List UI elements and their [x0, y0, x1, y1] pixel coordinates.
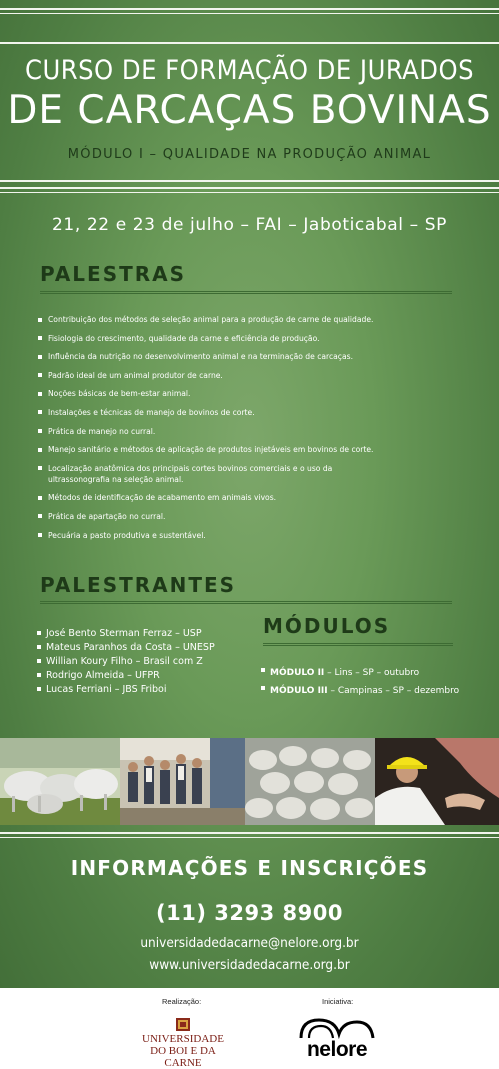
website-url[interactable]: www.universidadedacarne.org.br	[149, 957, 350, 973]
list-item: Instalações e técnicas de manejo de bovinos de corte.	[38, 407, 393, 418]
logo-text-line-2: DO BOI E DA CARNE	[150, 1045, 216, 1069]
lectures-heading: PALESTRAS	[40, 262, 187, 286]
module-name: MÓDULO II	[270, 668, 325, 678]
list-item: Manejo sanitário e métodos de aplicação de produtos injetáveis em bovinos de corte.	[38, 444, 393, 455]
module-name: MÓDULO III	[270, 686, 328, 696]
module-subtitle: MÓDULO I – QUALIDADE NA PRODUÇÃO ANIMAL	[67, 147, 432, 162]
list-item: Padrão ideal de um animal produtor de carne.	[38, 370, 393, 381]
info-heading: INFORMAÇÕES E INSCRIÇÕES	[70, 856, 429, 880]
heading-rule	[40, 601, 452, 604]
divider-line	[0, 13, 499, 14]
speakers-list	[37, 627, 267, 697]
nelore-logo	[297, 1014, 377, 1064]
module-item	[261, 664, 491, 682]
divider-line	[0, 192, 499, 193]
photo-strip	[0, 738, 499, 825]
divider-line	[0, 832, 499, 834]
list-item: Lucas Ferriani – JBS Friboi	[37, 683, 267, 697]
list-item: Prática de manejo no curral.	[38, 426, 393, 437]
list-item: Noções básicas de bem-estar animal.	[38, 388, 393, 399]
speakers-heading: PALESTRANTES	[40, 573, 237, 597]
date-location: 21, 22 e 23 de julho – FAI – Jaboticabal – SP	[52, 215, 447, 235]
list-item: Rodrigo Almeida – UFPR	[37, 669, 267, 683]
realizacao-label: Realização:	[162, 997, 202, 1006]
sheep-pen-photo	[245, 738, 375, 825]
divider-line	[0, 8, 499, 10]
nelore-arc-icon	[297, 1014, 377, 1040]
modules-heading: MÓDULOS	[263, 614, 391, 638]
list-item: Fisiologia do crescimento, qualidade da carne e eficiência de produção.	[38, 333, 393, 344]
heading-rule	[40, 291, 452, 294]
list-item: Localização anatômica dos principais cortes bovinos comerciais e o uso da ultrassonografia na seleção animal.	[38, 463, 393, 485]
module-item	[261, 682, 491, 700]
universidade-logo	[133, 1018, 233, 1069]
module-detail: – Lins – SP – outubro	[324, 668, 420, 678]
list-item: Métodos de identificação de acabamento em animais vivos.	[38, 492, 393, 503]
cattle-herd-photo	[0, 738, 120, 825]
title-line-1: CURSO DE FORMAÇÃO DE JURADOS	[25, 55, 474, 86]
logo-text-line-1: UNIVERSIDADE	[142, 1033, 224, 1045]
divider-line	[0, 837, 499, 838]
modules-list	[261, 664, 491, 700]
heading-rule	[263, 643, 453, 646]
email-address[interactable]: universidadedacarne@nelore.org.br	[140, 935, 359, 951]
title-line-2: DE CARCAÇAS BOVINAS	[7, 88, 492, 133]
carcass-inspection-photo	[375, 738, 499, 825]
divider-line	[0, 180, 499, 182]
iniciativa-label: Iniciativa:	[322, 997, 354, 1006]
list-item: José Bento Sterman Ferraz – USP	[37, 627, 267, 641]
list-item: Willian Koury Filho – Brasil com Z	[37, 655, 267, 669]
list-item: Mateus Paranhos da Costa – UNESP	[37, 641, 267, 655]
divider-line	[0, 187, 499, 189]
list-item: Prática de apartação no curral.	[38, 511, 393, 522]
lectures-list	[38, 314, 393, 548]
university-crest-icon	[176, 1018, 190, 1031]
group-of-people-photo	[120, 738, 245, 825]
nelore-wordmark: nelore	[306, 1038, 368, 1061]
list-item: Pecuária a pasto produtiva e sustentável.	[38, 530, 393, 541]
list-item: Influência da nutrição no desenvolvimento animal e na terminação de carcaças.	[38, 351, 393, 362]
divider-line	[0, 42, 499, 44]
phone-number[interactable]: (11) 3293 8900	[156, 901, 343, 925]
module-detail: – Campinas – SP – dezembro	[327, 686, 460, 696]
list-item: Contribuição dos métodos de seleção animal para a produção de carne de qualidade.	[38, 314, 393, 325]
